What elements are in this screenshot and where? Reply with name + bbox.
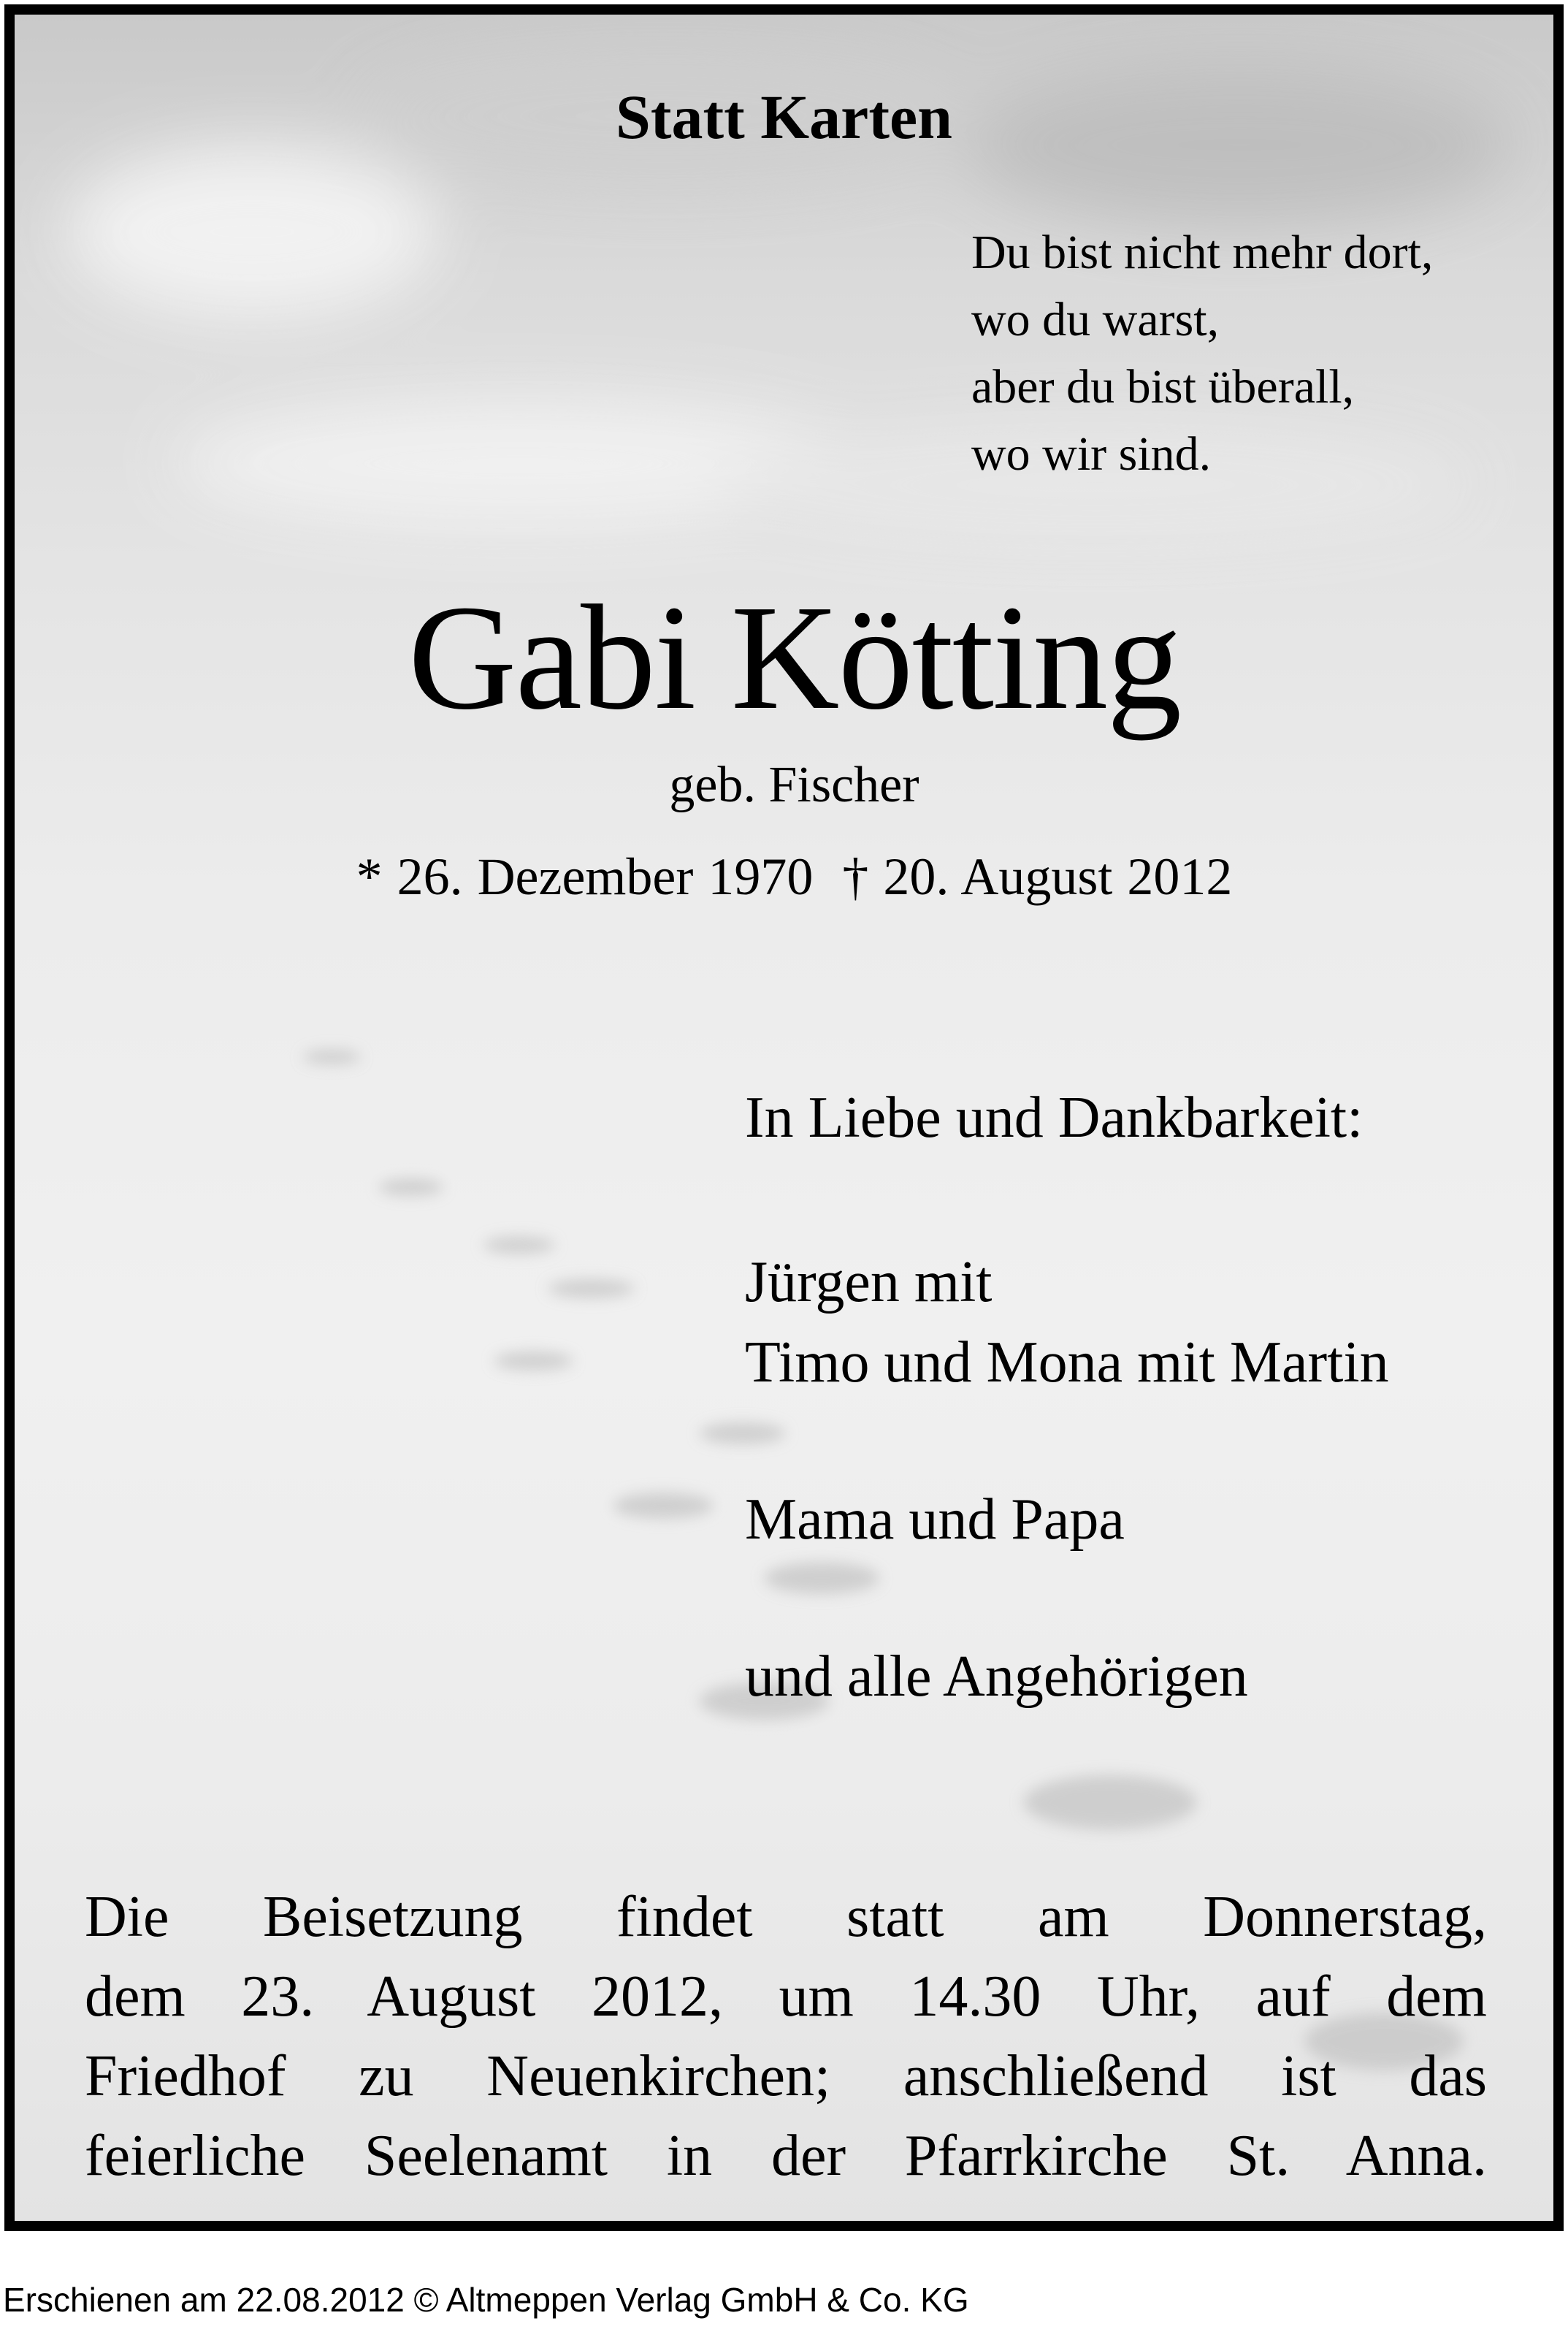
funeral-notice-line: dem 23. August 2012, um 14.30 Uhr, auf dem bbox=[85, 1964, 1487, 2029]
mourners-intro: In Liebe und Dankbarkeit: bbox=[745, 1086, 1364, 1150]
deceased-name: Gabi Kötting bbox=[408, 573, 1181, 741]
funeral-notice-line: Die Beisetzung findet statt am Donnerstag, bbox=[85, 1885, 1487, 1949]
funeral-notice-line: feierliche Seelenamt in der Pfarrkirche St. Anna. bbox=[85, 2124, 1487, 2188]
funeral-notice-line: Friedhof zu Neuenkirchen; anschließend ist das bbox=[85, 2044, 1487, 2108]
life-dates: * 26. Dezember 1970 † 20. August 2012 bbox=[356, 847, 1233, 906]
mourners-parents: Mama und Papa bbox=[745, 1487, 1125, 1552]
poem-line: Du bist nicht mehr dort, bbox=[971, 226, 1434, 279]
obituary-notice bbox=[4, 4, 1564, 2231]
maiden-name: geb. Fischer bbox=[669, 757, 919, 813]
poem-line: wo wir sind. bbox=[971, 427, 1212, 481]
publication-footer: Erschienen am 22.08.2012 © Altmeppen Verlag GmbH & Co. KG bbox=[3, 2281, 969, 2319]
poem-line: aber du bist überall, bbox=[971, 360, 1355, 413]
mourners-family-line: Timo und Mona mit Martin bbox=[745, 1330, 1389, 1395]
funeral-notice bbox=[85, 1878, 1487, 2196]
poem bbox=[971, 219, 1433, 488]
header-title: Statt Karten bbox=[616, 82, 952, 152]
poem-line: wo du warst, bbox=[971, 293, 1220, 346]
mourners-family bbox=[745, 1242, 1389, 1403]
mourners-relatives: und alle Angehörigen bbox=[745, 1644, 1248, 1709]
mourners-family-line: Jürgen mit bbox=[745, 1250, 993, 1314]
